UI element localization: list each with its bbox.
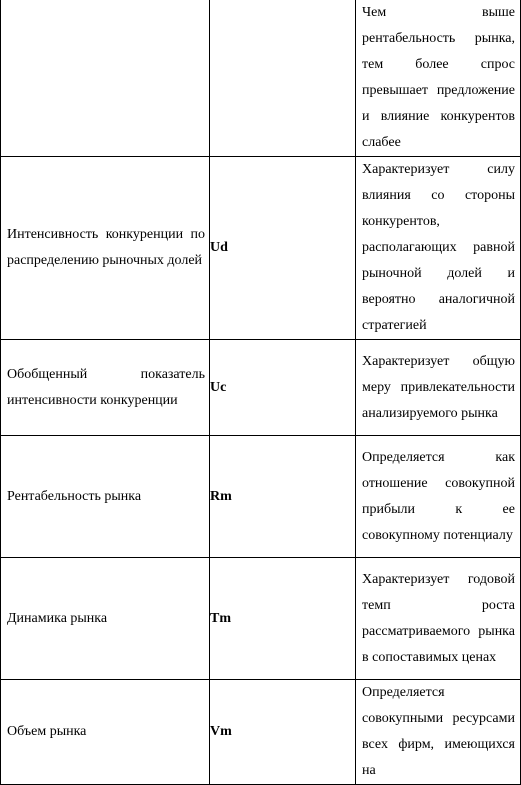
indicator-code-cell bbox=[210, 340, 356, 436]
indicator-code-cell bbox=[210, 680, 356, 785]
indicator-code: Vm bbox=[210, 724, 232, 739]
indicator-code: Rm bbox=[210, 488, 232, 504]
indicator-name-cell bbox=[1, 680, 210, 785]
indicator-name: Рентабельность рынка bbox=[7, 488, 142, 504]
indicator-description: Характеризует силу влияния со стороны конкурентов, располагающих равной рыночной долей и вероятно аналогичной стратегией bbox=[362, 162, 515, 333]
indicator-code: Ud bbox=[210, 240, 228, 255]
indicator-description: Чем выше рентабельность рынка, тем более спрос превышает предложение и влияние конкурентов слабее bbox=[362, 5, 515, 150]
indicator-description-cell bbox=[356, 340, 521, 436]
indicator-name-cell bbox=[1, 340, 210, 436]
table-row bbox=[1, 680, 521, 785]
indicator-name-cell bbox=[1, 558, 210, 680]
indicator-name: Обобщенный показатель интенсивности конкуренции bbox=[7, 366, 205, 408]
indicator-description: Характеризует общую меру привлекательности анализируемого рынка bbox=[362, 353, 515, 421]
indicator-description: Определяется как отношение совокупной прибыли к ее совокупному потенциалу bbox=[362, 449, 515, 543]
indicator-name-cell bbox=[1, 0, 210, 157]
indicator-description: Определяется совокупными ресурсами всех фирм, имеющихся на bbox=[362, 685, 515, 778]
indicator-code-cell bbox=[210, 558, 356, 680]
table-row bbox=[1, 436, 521, 558]
table-row bbox=[1, 157, 521, 340]
indicator-description: Характеризует годовой темп роста рассматриваемого рынка в сопоставимых ценах bbox=[362, 571, 515, 665]
table-row bbox=[1, 0, 521, 157]
indicator-code: Uc bbox=[210, 379, 227, 395]
indicator-code: Tm bbox=[210, 610, 231, 626]
indicator-description-cell bbox=[356, 558, 521, 680]
indicator-description-cell bbox=[356, 157, 521, 340]
indicator-code-cell bbox=[210, 436, 356, 558]
indicator-description-cell bbox=[356, 0, 521, 157]
indicator-name-cell bbox=[1, 157, 210, 340]
table-row bbox=[1, 558, 521, 680]
indicator-code-cell bbox=[210, 0, 356, 157]
table-row bbox=[1, 340, 521, 436]
indicator-description-cell bbox=[356, 436, 521, 558]
indicator-code-cell bbox=[210, 157, 356, 340]
indicator-name: Объем рынка bbox=[7, 724, 87, 739]
indicator-name-cell bbox=[1, 436, 210, 558]
indicator-description-cell bbox=[356, 680, 521, 785]
indicator-name: Интенсивность конкуренции по распределению рыночных долей bbox=[7, 227, 205, 268]
indicator-name: Динамика рынка bbox=[7, 610, 108, 626]
